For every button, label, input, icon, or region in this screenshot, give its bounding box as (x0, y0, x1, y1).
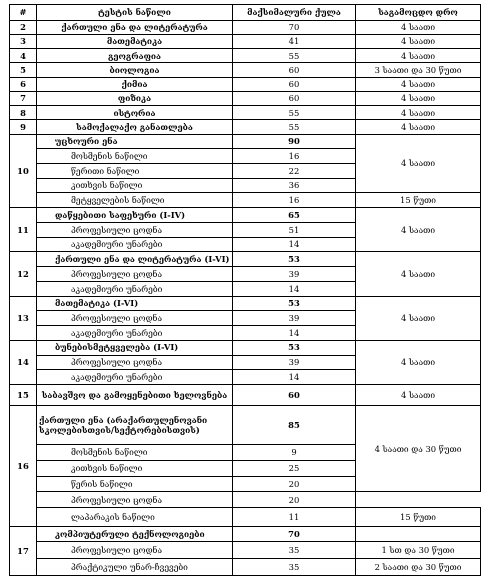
exam-time: 3 საათი და 30 წუთი (356, 63, 481, 77)
subject-part: წერის ნაწილი (37, 476, 233, 492)
exam-time: 4 საათი (356, 77, 481, 91)
max-score: 41 (233, 35, 356, 49)
subject-name: ისტორია (37, 106, 233, 120)
subject-title: მათემატიკა (I-VI) (37, 296, 233, 311)
part-score: 11 (233, 508, 356, 527)
table-row (10, 91, 481, 105)
exam-time: 4 საათი (356, 252, 481, 296)
subject-part: კითხვის ნაწილი (37, 178, 233, 193)
table-row (10, 35, 481, 49)
subject-title: კომპიუტერული ტექნოლოგიები (37, 527, 233, 542)
exam-time-speaking: 15 წუთი (356, 508, 481, 527)
part-score: 20 (233, 492, 356, 508)
row-number: 4 (10, 49, 37, 63)
part-score: 14 (233, 370, 356, 385)
max-score: 70 (233, 527, 356, 542)
row-number: 6 (10, 77, 37, 91)
sub-row (10, 508, 481, 527)
subject-part: პროფესიული ცოდნა (37, 222, 233, 237)
max-score: 65 (233, 208, 356, 223)
table-row (10, 49, 481, 63)
part-score: 14 (233, 326, 356, 341)
part-score: 22 (233, 164, 356, 179)
header-max-score: მაქსიმალური ქულა (233, 5, 356, 21)
row-number: 3 (10, 35, 37, 49)
subject-title: დაწყებითი საფეხური (I-IV) (37, 208, 233, 223)
subject-part: პროფესიული ცოდნა (37, 311, 233, 326)
subject-part: ლაპარაკის ნაწილი (37, 508, 233, 527)
row-number: 14 (10, 340, 37, 384)
max-score: 55 (233, 49, 356, 63)
table-row-group (10, 134, 481, 149)
max-score: 55 (233, 106, 356, 120)
subject-part: პროფესიული ცოდნა (37, 355, 233, 370)
subject-name: ფიზიკა (37, 91, 233, 105)
max-score: 70 (233, 20, 356, 34)
exam-time: 4 საათი (356, 35, 481, 49)
part-score: 20 (233, 476, 356, 492)
header-exam-time: საგამოცდო დრო (356, 5, 481, 21)
table-row-group (10, 406, 481, 445)
subject-part: მოსმენის ნაწილი (37, 445, 233, 461)
subject-name: სამოქალაქო განათლება (37, 120, 233, 134)
exam-time-speaking: 15 წუთი (356, 193, 481, 208)
subject-name: ქართული ენა და ლიტერატურა (37, 20, 233, 34)
subject-part: პროფესიული ცოდნა (37, 541, 233, 558)
part-score: 25 (233, 460, 356, 476)
table-row (10, 20, 481, 34)
exam-time: 4 საათი (356, 134, 481, 193)
part-score: 51 (233, 222, 356, 237)
header-number: # (10, 5, 37, 21)
row-number: 11 (10, 208, 37, 252)
row-number: 13 (10, 296, 37, 340)
part-exam-time: 1 სთ და 30 წუთი (356, 541, 481, 558)
header-row (10, 5, 481, 21)
max-score: 85 (233, 406, 356, 445)
row-number: 10 (10, 134, 37, 208)
max-score: 53 (233, 296, 356, 311)
subject-part: პრაქტიკული უნარ-ჩვევები (37, 558, 233, 575)
exam-time-blank (356, 527, 481, 542)
max-score: 53 (233, 340, 356, 355)
part-score: 39 (233, 355, 356, 370)
sub-row (10, 193, 481, 208)
table-body (10, 5, 481, 576)
subject-part: აკადემიური უნარები (37, 237, 233, 252)
row-number: 8 (10, 106, 37, 120)
row-number: 12 (10, 252, 37, 296)
row-number: 2 (10, 20, 37, 34)
table-row-group (10, 208, 481, 223)
subject-part: წერითი ნაწილი (37, 164, 233, 179)
subject-part: აკადემიური უნარები (37, 370, 233, 385)
table-row-group (10, 527, 481, 542)
max-score: 90 (233, 134, 356, 149)
subject-title: ბუნებისმეტყველება (I-VI) (37, 340, 233, 355)
subject-name: საბავშვო და გამოყენებითი ხელოვნება (37, 385, 233, 406)
part-score: 39 (233, 311, 356, 326)
row-number: 9 (10, 120, 37, 134)
row-number: 5 (10, 63, 37, 77)
max-score: 60 (233, 91, 356, 105)
subject-name: გეოგრაფია (37, 49, 233, 63)
part-score: 14 (233, 281, 356, 296)
max-score: 60 (233, 63, 356, 77)
part-score: 9 (233, 445, 356, 461)
table-row (10, 120, 481, 134)
part-score: 16 (233, 193, 356, 208)
exam-time: 4 საათი და 30 წუთი (356, 406, 481, 492)
part-score: 35 (233, 558, 356, 575)
part-score: 16 (233, 149, 356, 164)
subject-title (37, 406, 233, 445)
subject-part: პროფესიული ცოდნა (37, 492, 233, 508)
subject-part: აკადემიური უნარები (37, 281, 233, 296)
table-row-group (10, 296, 481, 311)
table-row (10, 77, 481, 91)
subject-part: მეტყველების ნაწილი (37, 193, 233, 208)
sub-row (10, 492, 481, 508)
max-score: 60 (233, 385, 356, 406)
table-row (10, 106, 481, 120)
part-score: 36 (233, 178, 356, 193)
part-exam-time: 2 საათი და 30 წუთი (356, 558, 481, 575)
exam-time: 4 საათი (356, 49, 481, 63)
subject-part: აკადემიური უნარები (37, 326, 233, 341)
exam-time: 4 საათი (356, 296, 481, 340)
exam-time: 4 საათი (356, 340, 481, 384)
table-row (10, 63, 481, 77)
row-number: 7 (10, 91, 37, 105)
subject-name: ქიმია (37, 77, 233, 91)
subject-title-line1: ქართული ენა (არაქართულენოვანი (39, 414, 208, 425)
exam-time: 4 საათი (356, 91, 481, 105)
max-score: 60 (233, 77, 356, 91)
exam-time: 4 საათი (356, 20, 481, 34)
subject-title: უცხოური ენა (37, 134, 233, 149)
part-score: 39 (233, 267, 356, 282)
exam-time: 4 საათი (356, 106, 481, 120)
table-row-group (10, 340, 481, 355)
subject-title-line2: სკოლებისთვის/სექტორებისთვის) (39, 425, 200, 436)
row-number: 16 (10, 406, 37, 527)
header-subject: ტესტის ნაწილი (37, 5, 233, 21)
sub-row (10, 541, 481, 558)
exam-time: 4 საათი (356, 208, 481, 252)
subject-name: ბიოლოგია (37, 63, 233, 77)
subject-part: კითხვის ნაწილი (37, 460, 233, 476)
exam-time: 4 საათი (356, 385, 481, 406)
subject-title: ქართული ენა და ლიტერატურა (I-VI) (37, 252, 233, 267)
table-row (10, 385, 481, 406)
table-row-group (10, 252, 481, 267)
subject-name: მათემატიკა (37, 35, 233, 49)
part-score: 14 (233, 237, 356, 252)
row-number: 15 (10, 385, 37, 406)
max-score: 53 (233, 252, 356, 267)
max-score: 55 (233, 120, 356, 134)
part-score: 35 (233, 541, 356, 558)
subject-part: მოსმენის ნაწილი (37, 149, 233, 164)
exam-time: 4 საათი (356, 120, 481, 134)
subject-part: პროფესიული ცოდნა (37, 267, 233, 282)
exam-structure-table (9, 4, 481, 576)
row-number: 17 (10, 527, 37, 576)
sub-row (10, 558, 481, 575)
